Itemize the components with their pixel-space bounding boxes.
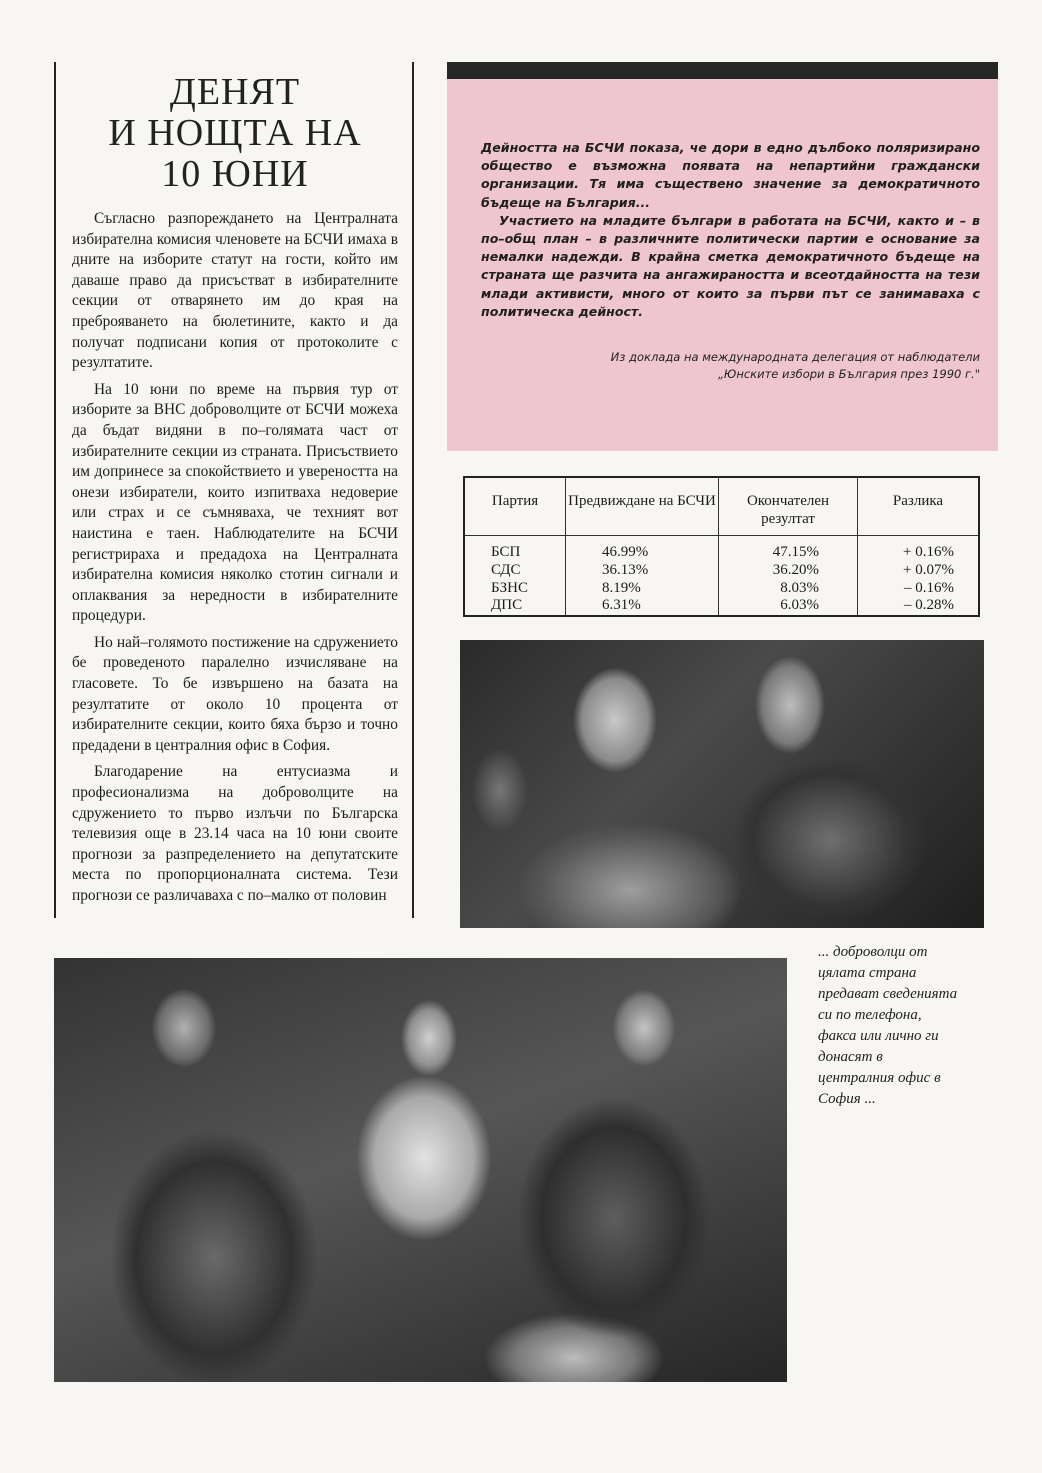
quote-paragraph: Участието на младите българи в работата на БСЧИ, както и – в по–общ план – в различните политически партии е основание за немалки надежди. В крайна сметка демократичното бъдеще на страната ще разчита на ангажираността и всеотдайността на тези млади активисти, много от които за първи път се занимаваха с политическа дейност. <box>481 212 980 319</box>
final-cell: 36.20% <box>719 562 858 580</box>
table-row <box>465 562 978 580</box>
diff-cell: – 0.16% <box>858 580 979 598</box>
party-cell: ДПС <box>491 597 523 614</box>
article-paragraph: На 10 юни по време на първия тур от изборите за ВНС доброволците от БСЧИ можеха да бъдат видяни в по–голямата част от избирателните секции из страната. Присъствието им допринесе за спокойствието и увереността на онези избиратели, които изпитваха недоверие или страх и се съмняваха, че техният вот наистина е таен. Наблюдателите на БСЧИ регистрираха и предадоха на Централната избирателна комисия няколко стотин сигнали и оплаквания за нередности в избирателните процедури. <box>72 380 398 625</box>
caption-line: ... доброволци от <box>818 944 928 960</box>
article-column <box>54 62 414 918</box>
final-cell: 8.03% <box>719 580 858 598</box>
article-title <box>72 72 398 195</box>
caption-line: си по телефона, <box>818 1007 922 1023</box>
quote-source <box>481 349 980 383</box>
final-cell: 6.03% <box>719 597 858 615</box>
title-line: ДЕНЯТ <box>169 71 301 113</box>
forecast-cell: 36.13% <box>566 562 719 580</box>
results-table <box>463 476 980 617</box>
column-header: Окончателен резултат <box>719 478 858 536</box>
caption-line: София ... <box>818 1091 876 1107</box>
article-paragraph: Съгласно разпореждането на Централната избирателна комисия членовете на БСЧИ имаха в дните на изборите статут на гости, който им даваше право да присъстват в избирателните секции от отварянето им до края на преброяването на бюлетините, както и да получат подписани копия от протоколите с резултатите. <box>72 210 398 372</box>
column-header: Партия <box>465 478 566 536</box>
forecast-cell: 46.99% <box>566 536 719 563</box>
table-row <box>465 580 978 598</box>
quote-paragraph: Дейността на БСЧИ показа, че дори в едно дълбоко поляризирано общество е възможна появата на непартийни граждански организации. Тя има съществено значение за демократичното бъдеще на България... <box>481 140 980 210</box>
title-line: И НОЩТА НА <box>108 112 362 154</box>
table-header-row <box>465 478 978 536</box>
diff-cell: – 0.28% <box>858 597 979 615</box>
caption-line: централния офис в <box>818 1070 941 1086</box>
table-row <box>465 536 978 563</box>
caption-line: предават сведенията <box>818 986 958 1002</box>
photo-caption <box>818 942 996 1110</box>
caption-line: факса или лично ги <box>818 1028 939 1044</box>
title-line: 10 ЮНИ <box>161 153 309 195</box>
quote-source-line: „Юнските избори в България през 1990 г." <box>717 367 980 382</box>
caption-line: цялата страна <box>818 965 917 981</box>
forecast-cell: 6.31% <box>566 597 719 615</box>
quote-source-line: Из доклада на международната делегация от наблюдатели <box>610 350 980 365</box>
party-cell: БЗНС <box>491 579 528 596</box>
article-body <box>72 209 398 907</box>
article-paragraph: Благодарение на ентусиазма и професионализма на доброволците на сдружението то първо излъчи по Българска телевизия още в 23.14 часа на 10 юни своите прогнози за разпределението на депутатските места по пропорционалната система. Тези прогнози се различаваха с по–малко от половин <box>72 763 398 904</box>
quote-box <box>447 62 998 451</box>
party-cell: СДС <box>491 562 521 578</box>
diff-cell: + 0.07% <box>858 562 979 580</box>
forecast-cell: 8.19% <box>566 580 719 598</box>
diff-cell: + 0.16% <box>858 536 979 563</box>
volunteers-photo <box>460 640 984 928</box>
caption-line: донасят в <box>818 1049 883 1065</box>
article-paragraph: Но най–голямото постижение на сдружението бе проведеното паралелно изчисляване на гласовете. То бе извършено на базата на резултатите от около 10 процента от избирателните секции, които бяха бързо и точно предадени в централния офис в София. <box>72 633 398 754</box>
party-cell: БСП <box>491 544 521 560</box>
table-row <box>465 597 978 615</box>
final-cell: 47.15% <box>719 536 858 563</box>
central-office-photo <box>54 958 787 1382</box>
column-header: Предвиждане на БСЧИ <box>566 478 719 536</box>
column-header: Разлика <box>858 478 979 536</box>
